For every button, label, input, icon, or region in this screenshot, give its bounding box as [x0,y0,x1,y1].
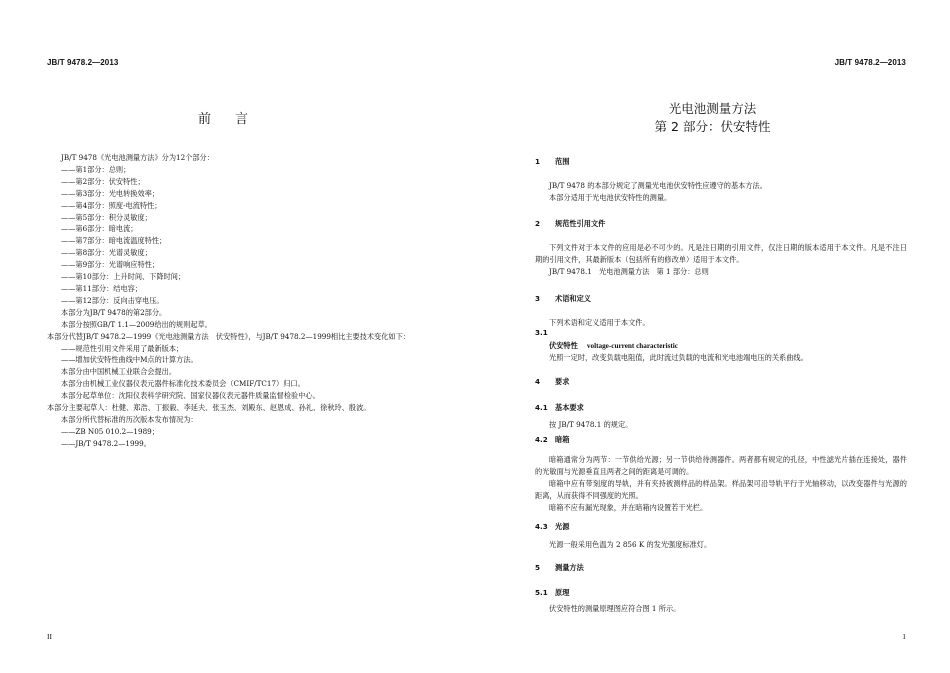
foreword-line: ——第2部分：伏安特性； [61,176,145,186]
foreword-line: ——第12部分：反向击穿电压。 [61,295,164,305]
section-number: 4.3 [535,522,548,531]
foreword-line: JB/T 9478《光电池测量方法》分为12个部分： [61,153,214,162]
section-title: 要求 [555,377,570,386]
section-3-heading [535,294,591,304]
foreword-line: ——第9部分：光谱响应特性； [61,260,160,270]
section-title: 原理 [555,588,570,597]
section-5-1-heading [535,588,569,598]
paragraph: 暗箱通常分为两节：一节供给光源；另一节供给待测器件。两者都有规定的孔径，中性滤光片插在连接处，器件的光敏面与光源垂直且两者之间的距离是可调的。 [535,455,907,476]
clause-3-1-number [535,328,548,337]
foreword-title: 前言 [197,112,272,127]
section-2-heading [535,219,605,229]
paragraph: 光源一般采用色温为 2 856 K 的发光强度标准灯。 [549,540,712,549]
section-number: 5.1 [535,588,548,597]
left-page-footer: II [47,632,52,641]
foreword-line: 本部分由机械工业仪器仪表元器件标准化技术委员会（CMIF/TC17）归口。 [61,379,305,389]
section-number: 4.1 [535,403,548,412]
section-title: 暗箱 [555,435,570,444]
foreword-line: ——第11部分：结电容； [61,283,143,293]
foreword-line: ——JB/T 9478.2—1999。 [61,438,151,448]
foreword-line: ——ZB N05 010.2—1989； [61,426,159,436]
term-entry [535,340,907,353]
foreword-line: 本部分为JB/T 9478的第2部分。 [61,307,167,317]
term-definition: 光照一定时，改变负载电阻值，此时流过负载的电流和光电池端电压的关系曲线。 [549,353,808,362]
foreword-line: ——第1部分：总则； [61,164,131,174]
document-title-line1: 光电池测量方法 [668,101,757,116]
section-title: 基本要求 [555,403,584,412]
foreword-line: ——第8部分：光谱灵敏度； [61,248,152,258]
section-5-heading [535,563,584,573]
section-number: 1 [535,157,541,166]
foreword-line: 本部分主要起草人：杜健、郑浩、丁振毅、李延夫、张玉杰、刘殿东、赵恩成、孙礼、徐秋玲、殷波。 [47,403,371,413]
term-english: voltage-current characteristic [586,342,678,350]
foreword-line: ——第7部分：暗电流温度特性； [61,236,167,246]
paragraph: 暗箱中应有带刻度的导轨，并有夹持被测样品的样品架。样品架可沿导轨平行于光轴移动，以改变器件与光源的距离，从而获得不同强度的光照。 [535,479,907,500]
foreword-line: 本部分所代替标准的历次版本发布情况为： [61,414,198,424]
section-4-2-heading [535,435,569,445]
paragraph: 伏安特性的测量原理图应符合图 1 所示。 [549,604,681,613]
section-4-3-heading [535,522,569,532]
foreword-line: ——第10部分：上升时间、下降时间； [61,272,186,282]
document-title-line2: 第 2 部分：伏安特性 [654,119,771,134]
paragraph: 本部分适用于光电池伏安特性的测量。 [549,193,672,202]
section-title: 范围 [555,157,570,166]
section-title: 规范性引用文件 [555,219,606,228]
section-number: 4.2 [535,435,548,444]
paragraph: 下列术语和定义适用于本文件。 [549,318,650,327]
section-number: 2 [535,219,541,228]
section-number: 4 [535,377,541,386]
left-page-header: JB/T 9478.2—2013 [47,58,119,67]
foreword-line: ——规范性引用文件采用了最新版本； [61,343,184,353]
term-chinese: 伏安特性 [549,342,578,350]
section-title: 光源 [555,522,570,531]
foreword-line: ——增加伏安特性曲线中M点的计算方法。 [61,355,198,365]
foreword-line: 本部分由中国机械工业联合会提出。 [61,367,177,377]
foreword-line: ——第5部分：积分灵敏度； [61,212,152,222]
foreword-line: ——第6部分：暗电流； [61,224,138,234]
clause-number: 3.1 [535,328,548,337]
foreword-body [47,152,430,450]
section-title: 测量方法 [555,563,584,572]
foreword-line: ——第4部分：照度-电流特性； [61,200,162,210]
paragraph: 下列文件对于本文件的应用是必不可少的。凡是注日期的引用文件，仅注日期的版本适用于本文件。凡是不注日期的引用文件，其最新版本（包括所有的修改单）适用于本文件。 [535,243,907,264]
foreword-line: ——第3部分：光电转换效率； [61,188,160,198]
paragraph: 按 JB/T 9478.1 的规定。 [549,420,633,429]
foreword-line: 本部分代替JB/T 9478.2—1999《光电池测量方法 伏安特性》，与JB/T 9478.2—1999相比主要技术变化如下： [47,331,410,341]
section-title: 术语和定义 [555,294,591,303]
foreword-line: 本部分起草单位：沈阳仪表科学研究院、国家仪器仪表元器件质量监督检验中心。 [61,391,320,401]
right-page-header: JB/T 9478.2—2013 [834,58,906,67]
section-4-1-heading [535,403,584,413]
paragraph: JB/T 9478.1 光电池测量方法 第 1 部分：总则 [549,267,709,276]
foreword-line: 本部分按照GB/T 1.1—2009给出的规则起草。 [61,319,212,329]
right-page-footer: 1 [902,632,906,641]
section-4-heading [535,377,569,387]
paragraph: 暗箱不应有漏光现象，并在暗箱内设置若干光栏。 [549,503,708,512]
section-number: 5 [535,563,541,572]
section-1-heading [535,157,569,167]
document-title [475,100,950,136]
section-number: 3 [535,294,541,303]
paragraph: JB/T 9478 的本部分规定了测量光电池伏安特性应遵守的基本方法。 [549,181,767,190]
